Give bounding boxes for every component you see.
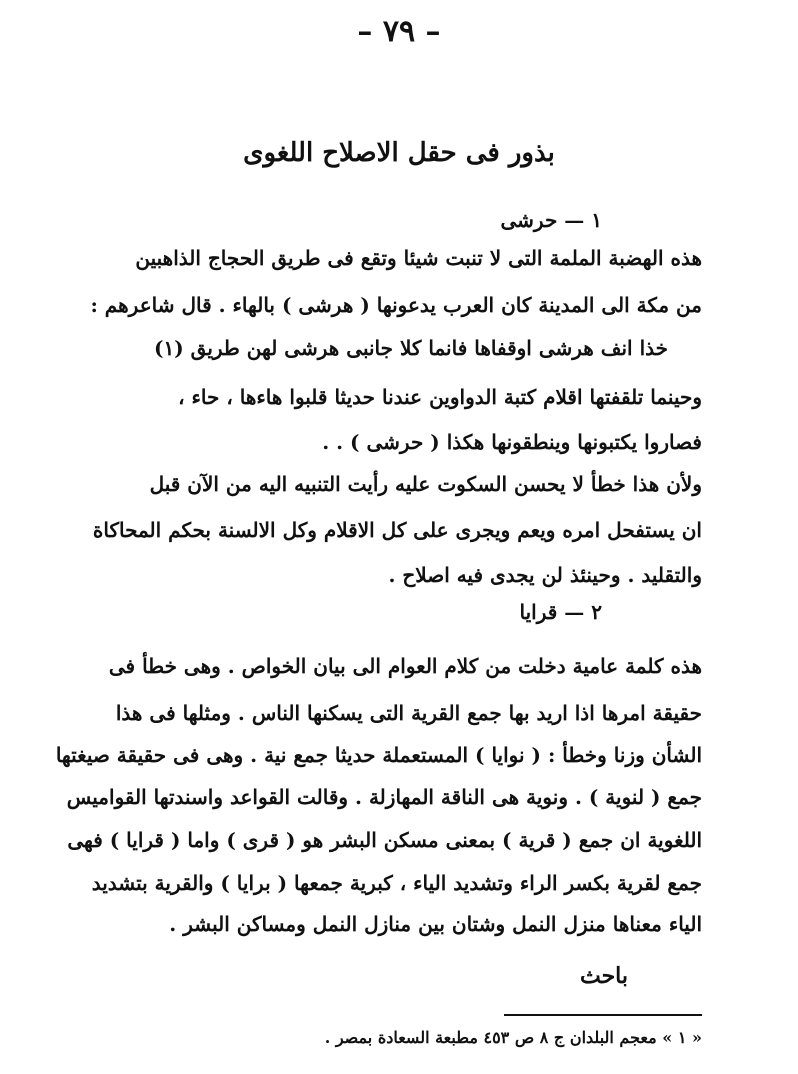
paragraph-line: والتقليد . وحينئذ لن يجدى فيه اصلاح . bbox=[388, 563, 702, 587]
paragraph-line: فصاروا يكتبونها وينطقونها هكذا ( حرشى ) . . bbox=[322, 430, 702, 454]
paragraph-line: الياء معناها منزل النمل وشتان بين منازل النمل ومساكن البشر . bbox=[169, 912, 702, 936]
paragraph-line: هذه الهضبة الملمة التى لا تنبت شيئا وتقع فى طريق الحجاج الذاهبين bbox=[135, 246, 702, 270]
paragraph-line: ولأن هذا خطأ لا يحسن السكوت عليه رأيت التنبيه اليه من الآن قبل bbox=[149, 472, 702, 496]
paragraph-line: جمع لقرية بكسر الراء وتشديد الياء ، كبرية جمعها ( برايا ) والقرية بتشديد bbox=[91, 871, 702, 895]
page-number: – ٧٩ – bbox=[357, 14, 441, 49]
paragraph-line: من مكة الى المدينة كان العرب يدعونها ( هرشى ) بالهاء . قال شاعرهم : bbox=[90, 293, 702, 317]
paragraph-line: حقيقة امرها اذا اريد بها جمع القرية التى يسكنها الناس . ومثلها فى هذا bbox=[115, 701, 702, 725]
author-signature: باحث bbox=[579, 963, 628, 989]
paragraph-line: ان يستفحل امره ويعم ويجرى على كل الاقلام وكل الالسنة بحكم المحاكاة bbox=[92, 518, 702, 542]
section-1-heading: ١ — حرشى bbox=[500, 208, 602, 232]
verse-line: خذا انف هرشى اوقفاها فانما كلا جانبى هرشى لهن طريق (١) bbox=[154, 336, 668, 360]
paragraph-line: الشأن وزنا وخطأ : ( نوايا ) المستعملة حديثا جمع نية . وهى فى حقيقة صيغتها bbox=[55, 743, 702, 767]
paragraph-line: اللغوية ان جمع ( قرية ) بمعنى مسكن البشر هو ( قرى ) واما ( قرايا ) فهى bbox=[67, 828, 702, 852]
paragraph-line: هذه كلمة عامية دخلت من كلام العوام الى بيان الخواص . وهى خطأ فى bbox=[108, 654, 702, 678]
paragraph-line: جمع ( لنوية ) . ونوية هى الناقة المهازلة . وقالت القواعد واسندتها القواميس bbox=[66, 785, 702, 809]
footnote-divider bbox=[504, 1014, 702, 1016]
paragraph-line: وحينما تلقفتها اقلام كتبة الدواوين عندنا حديثا قلبوا هاءها ، حاء ، bbox=[178, 385, 702, 409]
article-title: بذور فى حقل الاصلاح اللغوى bbox=[243, 138, 555, 168]
section-2-heading: ٢ — قرايا bbox=[519, 600, 602, 624]
footnote: « ١ » معجم البلدان ج ٨ ص ٤٥٣ مطبعة السعادة بمصر . bbox=[324, 1028, 702, 1047]
